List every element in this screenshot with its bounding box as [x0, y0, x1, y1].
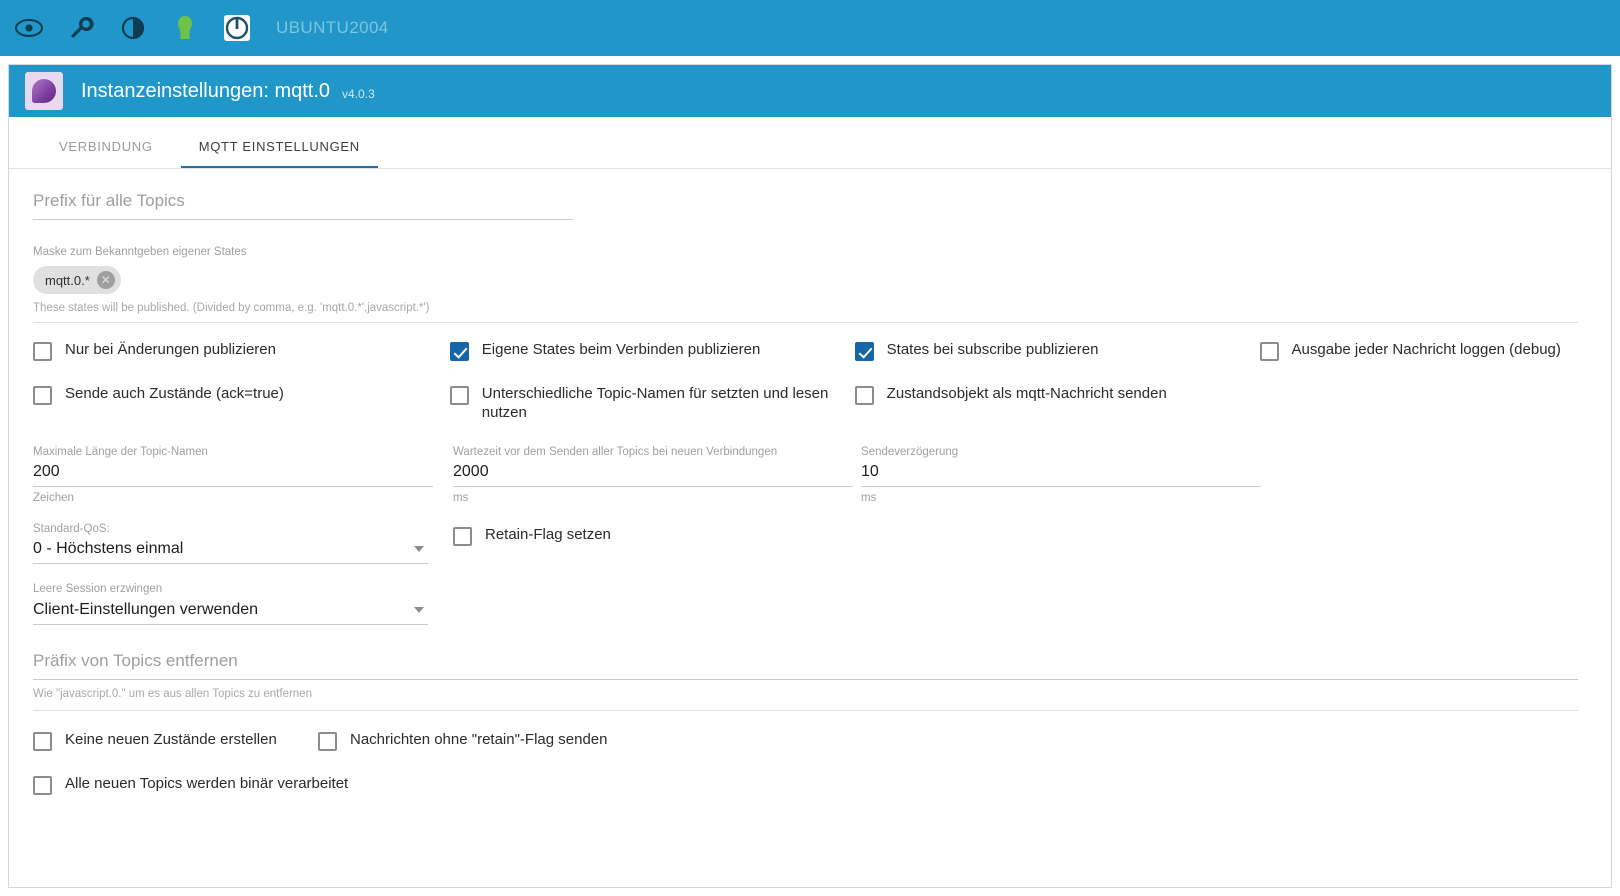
checkbox-box[interactable] — [1260, 342, 1279, 361]
checkbox-label: Zustandsobjekt als mqtt-Nachricht senden — [886, 385, 1167, 402]
checkbox-publish-only-on-change[interactable] — [33, 341, 450, 361]
tab-verbindung[interactable]: VERBINDUNG — [59, 139, 153, 154]
chevron-down-icon[interactable] — [414, 607, 424, 613]
mask-chip[interactable] — [33, 266, 121, 294]
checkbox-label: Ausgabe jeder Nachricht loggen (debug) — [1291, 341, 1561, 358]
tab-bar — [9, 117, 1611, 169]
checkbox-box[interactable] — [33, 386, 52, 405]
checkbox-row-3 — [33, 731, 1587, 751]
checkbox-publish-own-states-on-connect[interactable] — [450, 341, 855, 361]
wrench-icon[interactable] — [66, 13, 96, 43]
remove-prefix-placeholder: Präfix von Topics entfernen — [33, 651, 1578, 680]
checkbox-messages-without-retain[interactable] — [318, 731, 607, 751]
field-label: Sendeverzögerung — [861, 445, 959, 458]
field-send-delay[interactable] — [861, 445, 1269, 504]
mask-chip-label: mqtt.0.* — [45, 272, 90, 288]
checkbox-label: Unterschiedliche Topic-Namen für setzten und lesen nutzen — [481, 385, 829, 421]
mqtt-adapter-logo-icon — [25, 72, 63, 110]
field-unit: Zeichen — [33, 491, 74, 504]
system-topbar — [0, 0, 1620, 56]
contrast-icon[interactable] — [118, 13, 148, 43]
checkbox-send-ack-true-states[interactable] — [33, 385, 450, 405]
field-value[interactable]: 10 — [861, 459, 1261, 487]
select-value-wrap[interactable] — [33, 597, 428, 625]
window-header — [9, 65, 1611, 117]
checkbox-box[interactable] — [318, 732, 337, 751]
checkbox-row-4 — [33, 775, 1587, 795]
checkbox-log-every-message[interactable] — [1260, 341, 1587, 361]
field-wait-before-send[interactable] — [453, 445, 861, 504]
chevron-down-icon[interactable] — [414, 546, 424, 552]
checkbox-label: Keine neuen Zustände erstellen — [65, 730, 277, 748]
checkbox-box[interactable] — [855, 386, 874, 405]
field-unit: ms — [861, 491, 877, 504]
checkbox-box[interactable] — [33, 342, 52, 361]
select-force-clean-session[interactable] — [33, 582, 428, 624]
field-value[interactable]: 2000 — [453, 459, 853, 487]
select-value: Client-Einstellungen verwenden — [33, 600, 259, 618]
adapter-version: v4.0.3 — [342, 87, 375, 101]
adapter-settings-window — [8, 64, 1612, 888]
select-value-wrap[interactable] — [33, 536, 428, 564]
mask-chip-row[interactable] — [33, 266, 1587, 294]
checkbox-label: Retain-Flag setzen — [485, 525, 611, 543]
selects-row — [33, 504, 1587, 625]
tab-mqtt-einstellungen[interactable]: MQTT EINSTELLUNGEN — [181, 139, 378, 168]
field-label: Wartezeit vor dem Senden aller Topics bei neuen Verbindungen — [453, 445, 778, 458]
close-icon[interactable]: ✕ — [97, 271, 115, 289]
eye-icon[interactable] — [14, 13, 44, 43]
checkbox-box[interactable] — [855, 342, 874, 361]
checkbox-box[interactable] — [450, 342, 469, 361]
settings-content — [9, 169, 1611, 795]
select-label: Standard-QoS: — [33, 522, 110, 535]
checkbox-row-2 — [33, 385, 1587, 423]
checkbox-label: Sende auch Zustände (ack=true) — [65, 385, 284, 402]
checkbox-label: Nachrichten ohne "retain"-Flag senden — [350, 730, 608, 748]
checkbox-label: States bei subscribe publizieren — [886, 341, 1099, 358]
checkbox-row-1 — [33, 341, 1587, 361]
checkbox-no-new-states[interactable] — [33, 731, 318, 751]
field-max-topic-length[interactable] — [33, 445, 453, 504]
field-unit: ms — [453, 491, 469, 504]
checkbox-box[interactable] — [453, 527, 472, 546]
mask-hint: These states will be published. (Divided by comma, e.g. 'mqtt.0.*',javascript.*') — [33, 302, 1578, 323]
page-title: Instanzeinstellungen: mqtt.0 — [81, 79, 331, 102]
numeric-row — [33, 445, 1587, 504]
power-icon[interactable] — [222, 13, 252, 43]
ghost-icon[interactable] — [170, 13, 200, 43]
checkbox-different-topic-names[interactable] — [450, 385, 855, 423]
checkbox-set-retain-flag[interactable] — [453, 526, 861, 546]
field-value[interactable]: 200 — [33, 459, 433, 487]
prefix-all-topics-input[interactable] — [33, 191, 573, 220]
checkbox-publish-states-on-subscribe[interactable] — [855, 341, 1260, 361]
select-value: 0 - Höchstens einmal — [33, 540, 184, 558]
checkbox-label: Eigene States beim Verbinden publizieren — [481, 341, 761, 358]
checkbox-box[interactable] — [33, 776, 52, 795]
checkbox-box[interactable] — [33, 732, 52, 751]
select-default-qos[interactable] — [33, 522, 428, 564]
system-title: UBUNTU2004 — [276, 18, 389, 37]
checkbox-label: Nur bei Änderungen publizieren — [65, 341, 276, 358]
remove-prefix-hint: Wie "javascript.0." um es aus allen Topics zu entfernen — [33, 680, 1578, 711]
prefix-all-topics-placeholder: Prefix für alle Topics — [33, 191, 185, 210]
checkbox-label: Alle neuen Topics werden binär verarbeitet — [65, 774, 349, 792]
field-label: Maximale Länge der Topic-Namen — [33, 445, 208, 458]
select-label: Leere Session erzwingen — [33, 583, 163, 596]
checkbox-box[interactable] — [450, 386, 469, 405]
mask-label: Maske zum Bekanntgeben eigener States — [33, 246, 247, 258]
checkbox-send-state-object[interactable] — [855, 385, 1260, 405]
checkbox-new-topics-binary[interactable] — [33, 775, 348, 795]
remove-prefix-input[interactable] — [33, 651, 1578, 680]
